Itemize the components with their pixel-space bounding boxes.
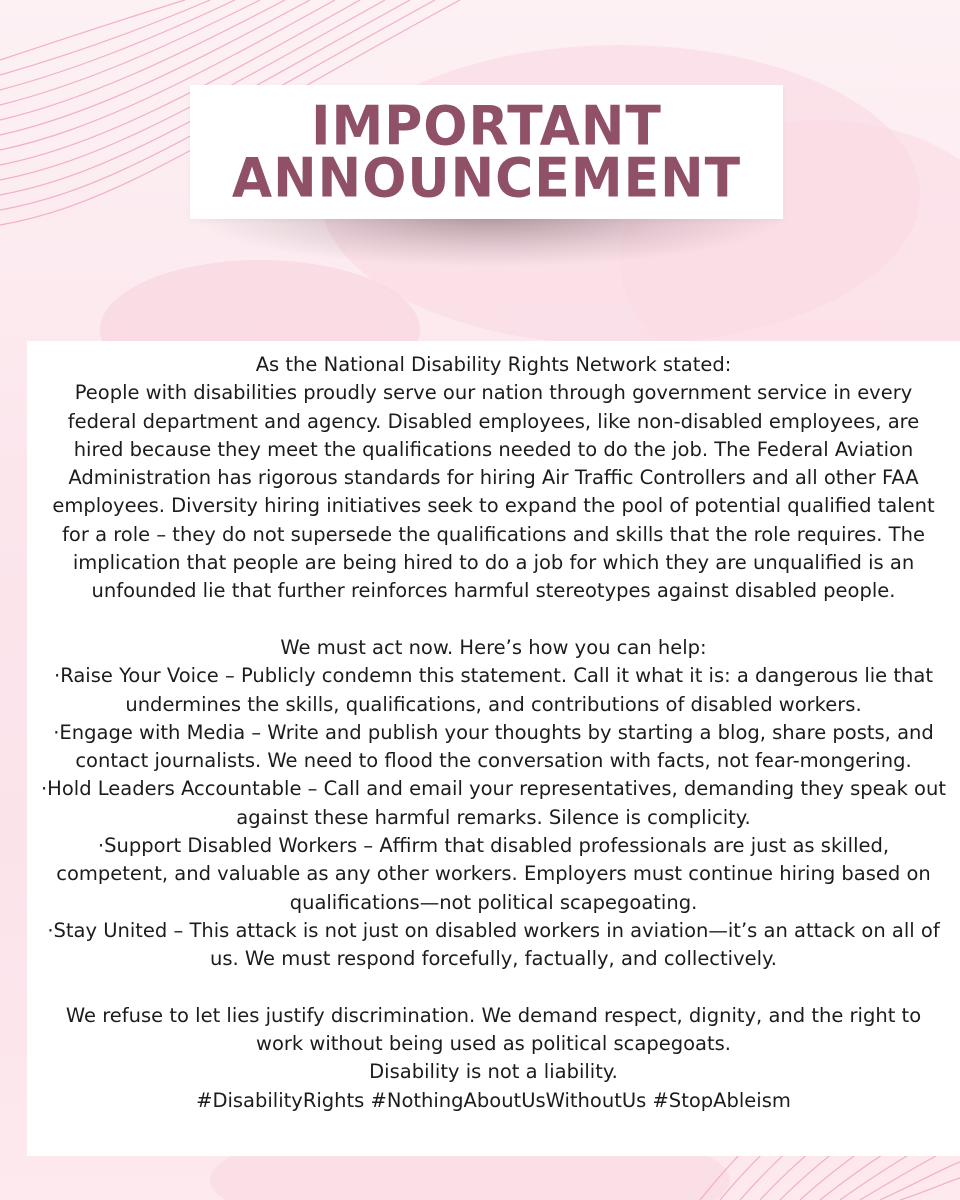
intro-heading: As the National Disability Rights Network stated: bbox=[255, 353, 732, 376]
action-heading: We must act now. Here’s how you can help: bbox=[280, 635, 707, 659]
announcement-text bbox=[27, 351, 960, 1115]
action-item-stay-united: ·Stay United – This attack is not just on disabled workers in aviation—it’s an attack on all of us. We must respond forcefully, factually, and collectively. bbox=[47, 918, 940, 971]
announcement-card bbox=[27, 341, 960, 1156]
tagline: Disability is not a liability. bbox=[369, 1060, 618, 1084]
action-item-engage-media: ·Engage with Media – Write and publish your thoughts by starting a blog, share posts, and contact journalists. We need to flood the conversation with facts, not fear-mongering. bbox=[53, 720, 934, 773]
quote-paragraph: People with disabilities proudly serve our nation through government service in every federal department and agency. Disabled employees, like non-disabled employees, are hired because they meet the qualifications needed to do the job. The Federal Aviation Administration has rigorous standards for hiring Air Traffic Controllers and all other FAA employees. Diversity hiring initiatives seek to expand the pool of potential qualified talent for a role – they do not supersede the qualifications and skills that the role requires. The implication that people are being hired to do a job for which they are unqualified is an unfounded lie that further reinforces harmful stereotypes against disabled people. bbox=[52, 381, 935, 603]
title-line-2: ANNOUNCEMENT bbox=[231, 147, 742, 211]
action-item-support-workers: ·Support Disabled Workers – Affirm that disabled professionals are just as skilled, competent, and valuable as any other workers. Employers must continue hiring based on qualifications—not political scapegoating. bbox=[56, 834, 931, 914]
action-item-raise-voice: ·Raise Your Voice – Publicly condemn this statement. Call it what it is: a dangerous lie that undermines the skills, qualifications, and contributions of disabled workers. bbox=[54, 664, 933, 716]
title-card-shadow bbox=[200, 216, 780, 266]
action-item-hold-leaders: ·Hold Leaders Accountable – Call and email your representatives, demanding they speak out against these harmful remarks. Silence is complicity. bbox=[40, 777, 946, 829]
title-card bbox=[190, 85, 783, 219]
closing-paragraph: We refuse to let lies justify discrimination. We demand respect, dignity, and the right to work without being used as political scapegoats. bbox=[65, 1003, 922, 1056]
hashtags: #DisabilityRights #NothingAboutUsWithoutUs #StopAbleism bbox=[196, 1088, 791, 1112]
title-line-1: IMPORTANT bbox=[311, 95, 662, 159]
